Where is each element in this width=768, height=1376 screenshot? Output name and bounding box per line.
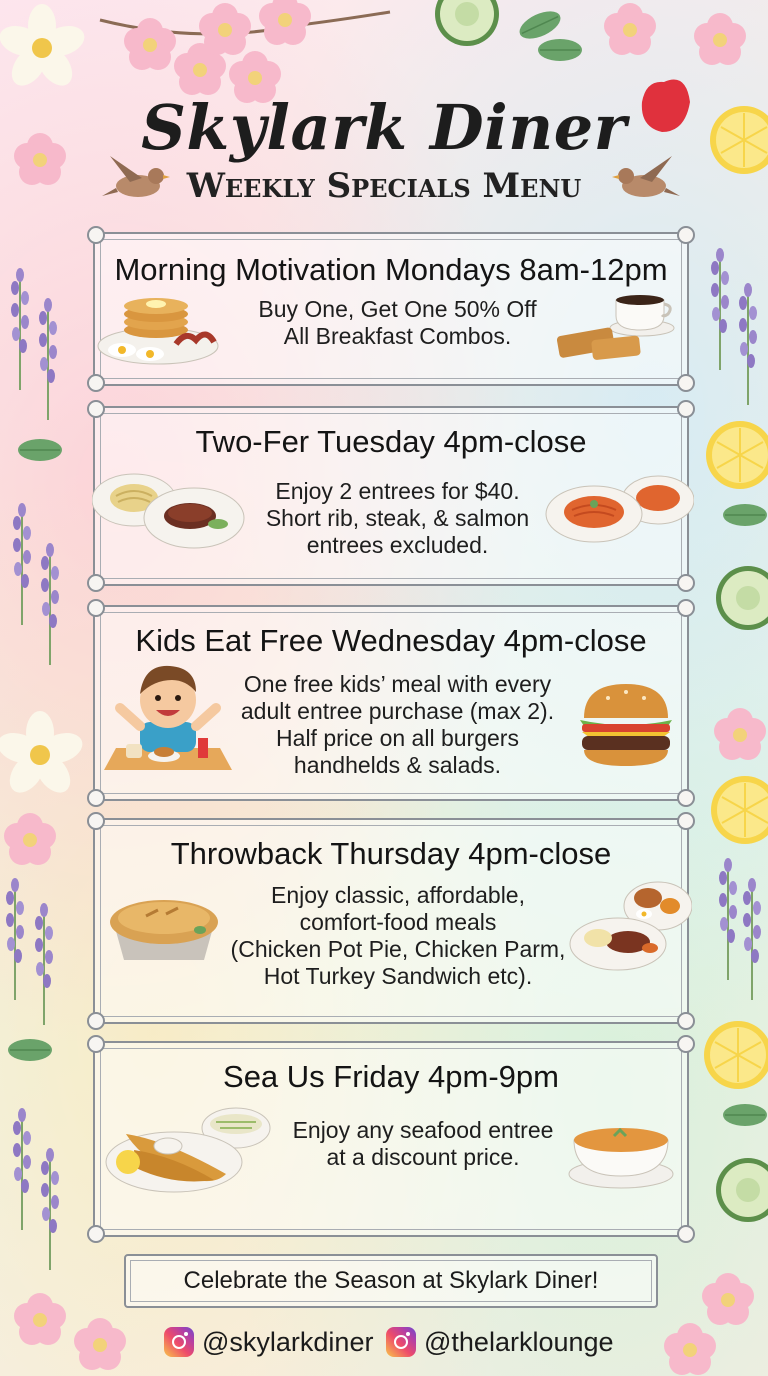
special-title: Kids Eat Free Wednesday 4pm-close <box>135 623 647 658</box>
special-title: Morning Motivation Mondays 8am-12pm <box>114 252 668 287</box>
special-title: Throwback Thursday 4pm-close <box>170 836 612 871</box>
special-title: Two-Fer Tuesday 4pm-close <box>195 424 587 459</box>
seafood-bisque-icon <box>566 1116 676 1196</box>
instagram-icon <box>164 1327 194 1357</box>
social-handle-text: @thelarklounge <box>424 1326 614 1357</box>
fish-and-chips-icon <box>104 1100 274 1196</box>
pot-pie-icon <box>106 884 222 968</box>
footer-banner: Celebrate the Season at Skylark Diner! <box>124 1254 658 1308</box>
instagram-icon <box>386 1327 416 1357</box>
social-handle-skylarkdiner[interactable] <box>164 1324 373 1360</box>
menu-header <box>0 92 768 206</box>
coffee-toast-icon <box>554 286 678 366</box>
special-description: Enjoy classic, affordable, comfort-food meals (Chicken Pot Pie, Chicken Parm, Hot Turkey Sandwich etc). <box>230 882 566 989</box>
special-description: Enjoy any seafood entree at a discount price. <box>292 1117 554 1170</box>
social-handle-thelarklounge[interactable] <box>386 1324 614 1360</box>
special-description: Enjoy 2 entrees for $40. Short rib, steak, & salmon entrees excluded. <box>265 478 530 558</box>
diner-title: Skylark Diner <box>141 91 627 164</box>
special-description: Buy One, Get One 50% Off All Breakfast Combos. <box>258 296 537 349</box>
special-title: Sea Us Friday 4pm-9pm <box>223 1059 559 1094</box>
cheeseburger-icon <box>576 680 676 770</box>
happy-kid-meal-icon <box>98 664 238 774</box>
special-description: One free kids’ meal with every adult entree purchase (max 2). Half price on all burgers handhelds & salads. <box>240 671 555 778</box>
social-handle-text: @skylarkdiner <box>202 1326 374 1357</box>
pancake-breakfast-icon <box>96 288 220 368</box>
spaghetti-plates-icon <box>544 468 694 548</box>
comfort-food-plates-icon <box>568 878 692 974</box>
menu-subtitle: Weekly Specials Menu <box>186 166 582 206</box>
pasta-steak-plates-icon <box>92 466 252 556</box>
